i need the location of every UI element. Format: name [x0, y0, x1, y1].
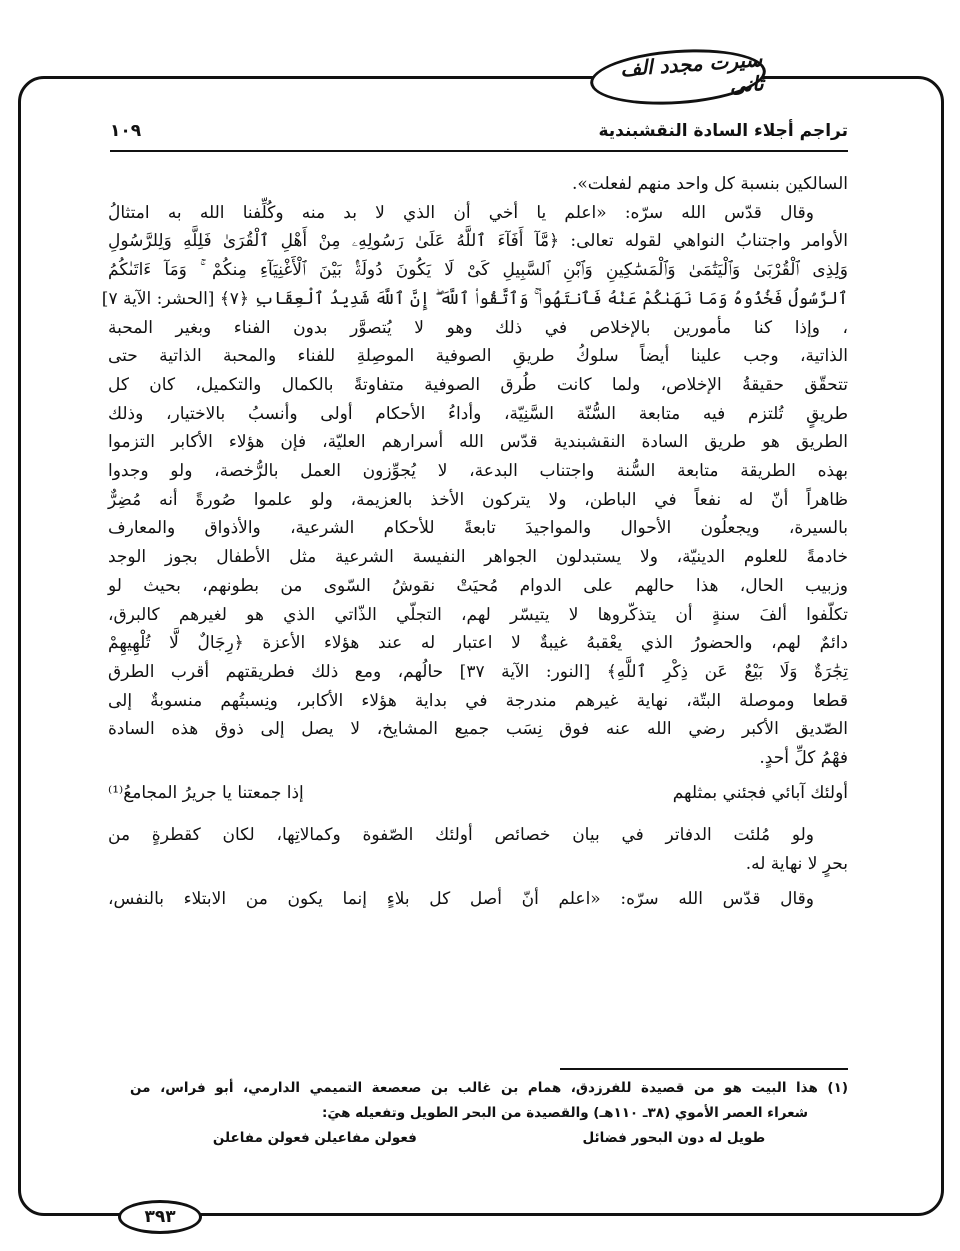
text-line: السالكين بنسبة كل واحد منهم لفعلت».	[571, 174, 848, 194]
verse-first-hemistich: أولئك آبائي فجئني بمثلهم	[672, 782, 848, 803]
main-text	[101, 170, 849, 914]
text-line: الصّديق الأكبر رضي الله عنه فوق نِسَب جميع المشايخ، لا يصل إلى ذوق هذه السادة	[108, 719, 848, 740]
text-line: ، وإذا كنا مأمورين بالإخلاص في ذلك وهو لا يُتصوَّر بدون الفناء وبغير المحبة	[108, 317, 848, 338]
footnote-rule	[560, 1068, 848, 1070]
footnote	[130, 1076, 848, 1151]
footnote-verse-b: فعولن مفاعيلن فعولن مفاعلن	[212, 1130, 417, 1146]
verse-second-hemistich: إذا جمعتنا يا جريرُ المجامعُ⁽¹⁾	[108, 782, 304, 803]
text-line: الطريق هو طريق السادة النقشبندية قدّس الله أسرارهم العليّة، فإن هؤلاء الأكابر التزموا	[108, 432, 848, 453]
footnote-line: شعراء العصر الأموي (٣٨ـ ١١٠هـ) والقصيدة من البحر الطويل وتفعيله هيَ:	[322, 1105, 808, 1121]
text-line: ولو مُلئت الدفاتر في بيان خصائص أولئك الصّفوة وكمالاتِها، لكان كقطرةٍ من	[108, 825, 814, 846]
text-line: تكلّفوا ألفَ سنةٍ أن يتذكّروها لا يتيسّر لهم، التجلّي الذّاتي الذي هو لغيرهم كالبرق،	[108, 604, 848, 625]
footnote-verse-a: طويل له دون البحور فضائل	[582, 1130, 766, 1146]
poetry-verse	[108, 773, 848, 822]
text-line: تِجَٰرَةٌ وَلَا بَيْعٌ عَن ذِكْرِ ٱللَّهِ﴾ [النور: الآية ٣٧] حالُهم، ومع ذلك فطريقتهم أقرب الطرق	[108, 661, 849, 682]
text-line: ظاهراً أنّ له نفعاً في الباطن، ولا يتركون الأخذ بالعزيمة، ولو علموا صُورةً أنه مُضِرٌّ	[108, 489, 848, 510]
running-header	[110, 116, 848, 146]
footnote-verse	[130, 1126, 848, 1151]
running-title: تراجم أجلاء السادة النقشبندية	[598, 121, 848, 141]
text-line: فهْمُ كلِّ أحدٍ.	[759, 748, 848, 769]
text-line: وقال قدّس الله سرّه: «اعلم يا أخي أن الذي لا بد منه وكُلِّفنا الله به امتثالُ	[108, 202, 814, 223]
text-line: دائمٌ لهم، والحضورُ الذي يعْقبهُ غيبةٌ لا اعتبار له عند هؤلاء الأعزة ﴿رِجَالٌ لَّا تُلْهِيهِمْ	[108, 633, 848, 654]
text-line: قطعا وموصلة البتّة، نهاية غيرهم مندرجة في بداية هؤلاء الأكابر، ونِسبتُهم منسوبةٌ إلى	[108, 690, 848, 711]
text-line: خادمةً للعلوم الدينيّة، ولا يستبدلون الجواهر النفيسة الشرعية مثل الأطفال بجوز الوجد	[108, 547, 848, 568]
book-logo: سیرت مجدد الف ثانی	[588, 44, 767, 110]
text-line: بحرٍ لا نهاية له.	[745, 854, 848, 875]
quran-line: وَلِذِى ٱلْقُرْبَىٰ وَٱلْيَتَٰمَىٰ وَٱلْمَسَٰكِينِ وَٱبْنِ ٱلسَّبِيلِ كَىْ لَا يَكُونَ دُولَةًۢ بَيْنَ ٱلْأَغْنِيَآءِ مِنكُمْ ۚ وَمَآ ءَاتَىٰكُمُ	[108, 260, 848, 281]
text-line: بالسيرة، ويجعلُون الأحوال والمواجيدَ تابعةً للأحكام الشرعية، والأذواق والمعارف	[108, 518, 848, 539]
book-page-number: ٣٩٣	[118, 1200, 202, 1234]
text-line: طريقٍ تُلتزم فيه متابعة السُّنّة السَّنِيّة، وأداءُ الأحكام أولى وأنسبُ بالاختيار، وذلك	[108, 403, 848, 424]
header-rule	[110, 150, 848, 152]
footnote-line: (١) هذا البيت هو من قصيدة للفرزدق، همام بن غالب بن صعصعة التميمي الدارمي، أبو فراس، من	[130, 1080, 848, 1096]
text-line: تتحقّق حقيقةُ الإخلاص، ولما كانت طُرق الصوفية متفاوتةً بالكمال والتكميل، كان كل	[108, 374, 848, 395]
text-line: وقال قدّس الله سرّه: «اعلم أنّ أصل كل بلاءٍ إنما يكون من الابتلاء بالنفس،	[108, 888, 814, 909]
page-number: ١٠٩	[110, 121, 142, 141]
text-line: بهذه الطريقة متابعة السُّنة واجتناب البدعة، لا يُجوِّزون العمل بالرُّخصة، ولو وجدوا	[108, 461, 848, 482]
quran-line: الأوامر واجتنابُ النواهي لقوله تعالى: ﴿مَّآ أَفَآءَ ٱللَّهُ عَلَىٰ رَسُولِهِۦ مِنْ أَهْلِ ٱلْقُرَىٰ فَلِلَّهِ وَلِلرَّسُولِ	[108, 231, 848, 252]
quran-line: ٱلرَّسُولُ فَخُذُوهُ وَمَا نَهَىٰكُمْ عَنْهُ فَٱنتَهُوا۟ ۚ وَٱتَّقُوا۟ ٱللَّهَ ۖ إِنَّ ٱللَّهَ شَدِيدُ ٱلْعِقَابِ ﴿٧﴾ [الحشر: الآية ٧]	[101, 288, 848, 309]
text-line: وزبيب الحال، هذا حالهم على الدوام مُحيَتْ نقوشُ السّوى من بطونهم، بحيث لو	[108, 575, 848, 596]
text-line: الذاتية، وجب علينا أيضاً سلوكُ طريقِ الصوفية الموصِلةِ للفناء والمحبة الذاتية حتى	[108, 346, 848, 367]
